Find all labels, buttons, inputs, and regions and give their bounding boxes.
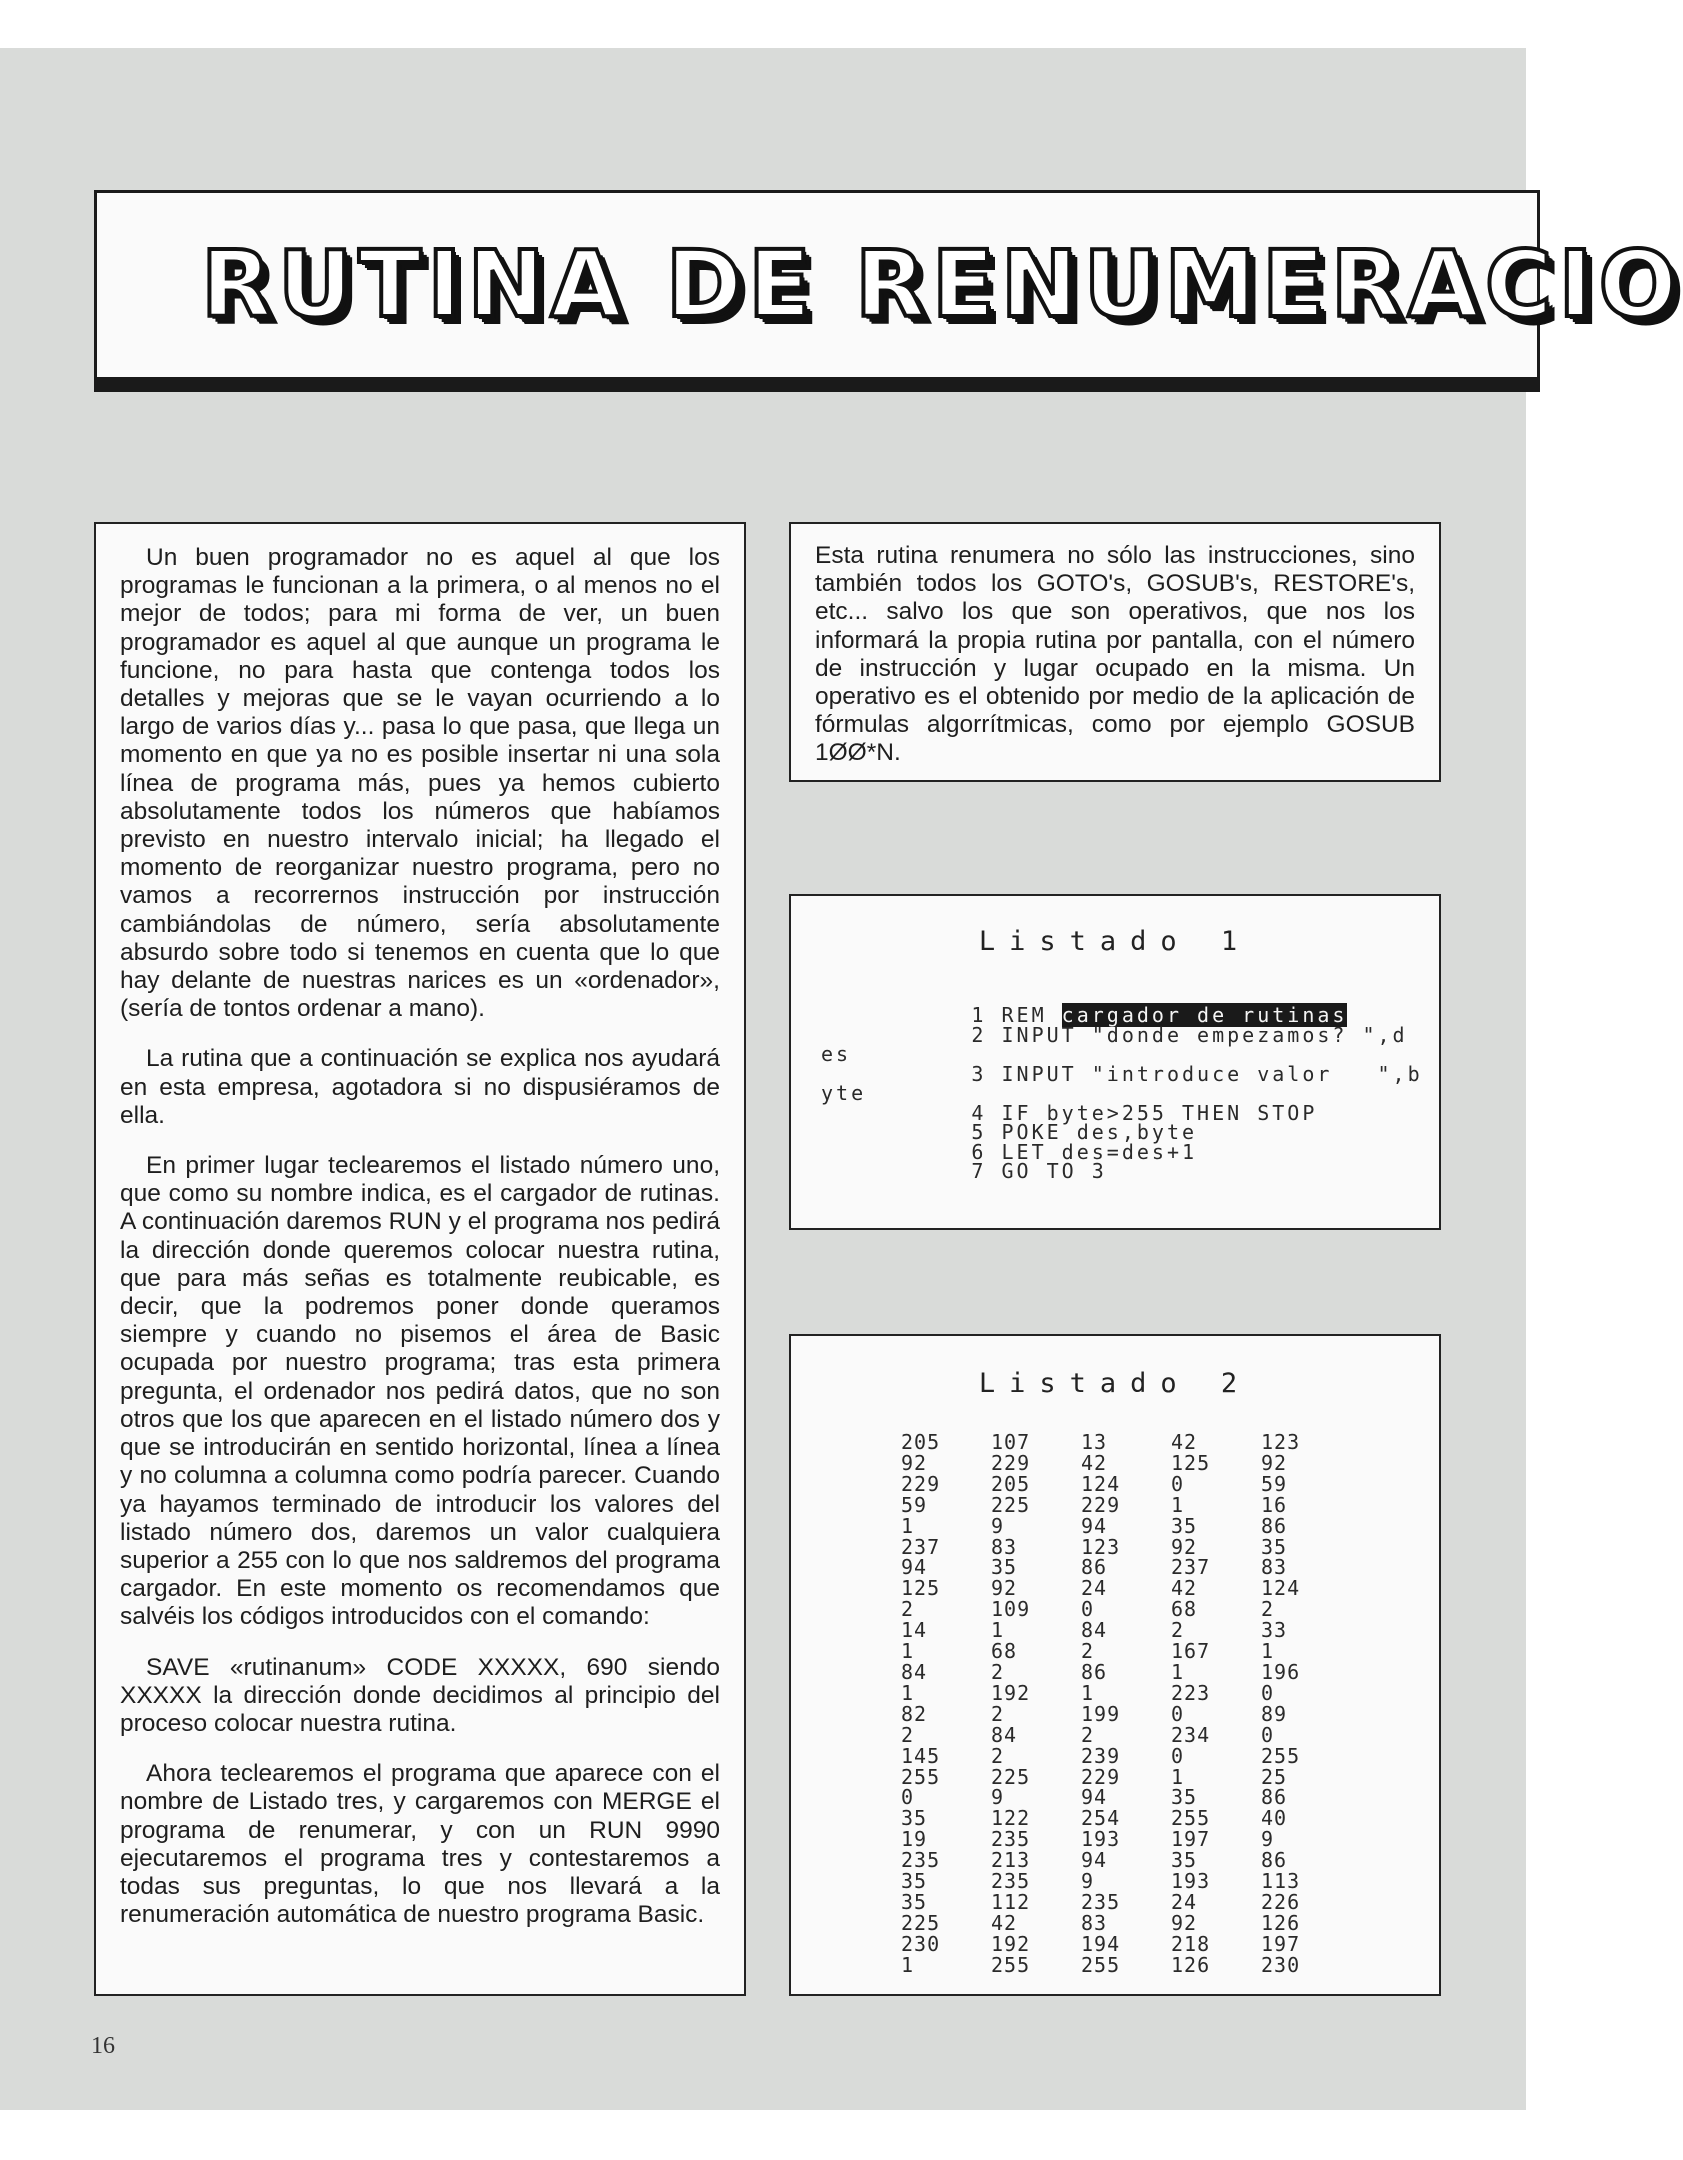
- data-value: 68: [991, 1639, 1018, 1664]
- data-value: 229: [901, 1471, 941, 1496]
- data-value: 9: [991, 1785, 1005, 1810]
- data-row: [901, 1641, 1351, 1662]
- data-value: 193: [1171, 1869, 1211, 1894]
- data-value: 125: [1171, 1450, 1211, 1475]
- data-value: 24: [1171, 1889, 1198, 1914]
- data-value: 237: [901, 1534, 941, 1559]
- data-value: 35: [1261, 1534, 1288, 1559]
- data-value: 125: [901, 1576, 941, 1601]
- data-value: 123: [1081, 1534, 1121, 1559]
- data-value: 0: [1261, 1680, 1275, 1705]
- data-row: [901, 1492, 1351, 1517]
- paragraph: Esta rutina renumera no sólo las instrucciones, sino también todos los GOTO's, GOSUB's, RESTORE's, etc... salvo los que son operativos, que nos los informará la propia rutina por pantalla, con el número de instrucción y lugar ocupado en la misma. Un operativo es el obtenido por medio de la aplicación de fórmulas algorrítmicas, como por ejemplo GOSUB 1ØØ*N.: [815, 542, 1415, 767]
- data-value: 68: [1171, 1597, 1198, 1622]
- data-value: 2: [991, 1659, 1005, 1684]
- paragraph: La rutina que a continuación se explica nos ayudará en esta empresa, agotadora si no dispusiéramos de ella.: [120, 1045, 720, 1129]
- data-value: 230: [901, 1931, 941, 1956]
- data-value: 35: [901, 1869, 928, 1894]
- code-line: 5 POKE des,byte: [821, 1120, 1198, 1144]
- data-value: 2: [1081, 1722, 1095, 1747]
- data-row: [901, 1850, 1351, 1871]
- data-value: 196: [1261, 1659, 1301, 1684]
- data-value: 35: [1171, 1513, 1198, 1538]
- code-line: 3 INPUT "introduce valor ",b: [821, 1061, 1423, 1086]
- data-value: 197: [1171, 1827, 1211, 1852]
- data-value: 239: [1081, 1743, 1121, 1768]
- data-value: 42: [1081, 1450, 1108, 1475]
- data-row: [901, 1889, 1351, 1914]
- data-value: 0: [1171, 1471, 1185, 1496]
- data-value: 112: [991, 1889, 1031, 1914]
- data-value: 1: [1171, 1764, 1185, 1789]
- data-value: 229: [1081, 1764, 1121, 1789]
- data-value: 1: [1261, 1639, 1275, 1664]
- data-value: 237: [1171, 1555, 1211, 1580]
- data-value: 167: [1171, 1639, 1211, 1664]
- data-value: 1: [901, 1513, 915, 1538]
- data-value: 1: [1171, 1492, 1185, 1517]
- listado-1-code: [821, 1003, 1423, 1183]
- data-value: 86: [1261, 1513, 1288, 1538]
- data-value: 226: [1261, 1889, 1301, 1914]
- data-row: [901, 1764, 1351, 1789]
- code-line: yte: [821, 1081, 867, 1105]
- data-row: [901, 1787, 1351, 1808]
- data-value: 2: [991, 1743, 1005, 1768]
- data-value: 86: [1261, 1785, 1288, 1810]
- data-row: [901, 1599, 1351, 1620]
- data-value: 126: [1261, 1910, 1301, 1935]
- data-value: 255: [901, 1764, 941, 1789]
- data-value: 35: [991, 1555, 1018, 1580]
- data-value: 84: [1081, 1618, 1108, 1643]
- data-row: [901, 1432, 1351, 1453]
- data-row: [901, 1659, 1351, 1684]
- data-value: 1: [901, 1952, 915, 1977]
- data-row: [901, 1578, 1351, 1599]
- data-row: [901, 1513, 1351, 1538]
- data-value: 0: [1171, 1743, 1185, 1768]
- data-value: 92: [901, 1450, 928, 1475]
- data-value: 254: [1081, 1806, 1121, 1831]
- data-value: 42: [1171, 1430, 1198, 1454]
- data-value: 229: [1081, 1492, 1121, 1517]
- code-line: 2 INPUT "donde empezamos? ",d: [821, 1022, 1408, 1047]
- data-value: 94: [1081, 1513, 1108, 1538]
- data-value: 9: [1081, 1869, 1095, 1894]
- data-value: 235: [991, 1827, 1031, 1852]
- data-value: 0: [1261, 1722, 1275, 1747]
- data-value: 218: [1171, 1931, 1211, 1956]
- data-row: [901, 1952, 1351, 1977]
- page-number: 16: [91, 2033, 115, 2059]
- data-value: 225: [991, 1492, 1031, 1517]
- data-value: 0: [901, 1785, 915, 1810]
- data-value: 92: [991, 1576, 1018, 1601]
- data-value: 35: [1171, 1848, 1198, 1873]
- data-value: 1: [901, 1639, 915, 1664]
- data-row: [901, 1931, 1351, 1956]
- data-value: 2: [1261, 1597, 1275, 1622]
- data-value: 229: [991, 1450, 1031, 1475]
- data-row: [901, 1871, 1351, 1892]
- data-value: 0: [1081, 1597, 1095, 1622]
- data-row: [901, 1829, 1351, 1850]
- article-intro-right: [789, 522, 1441, 782]
- page-title: RUTINA DE RENUMERACIO: [201, 231, 1683, 338]
- data-value: 234: [1171, 1722, 1211, 1747]
- paragraph: En primer lugar teclearemos el listado número uno, que como su nombre indica, es el cargador de rutinas. A continuación daremos RUN y el programa nos pedirá la dirección donde queremos colocar nuestra rutina, que para más señas es totalmente reubicable, es decir, que la podremos poner donde queramos siempre y cuando no pisemos el área de Basic ocupada por nuestro programa; tras esta primera pregunta, el ordenador nos pedirá datos, que no son otros que los que aparecen en el listado número dos y que se introducirán en sentido horizontal, línea a línea y no columna a columna como podría parecer. Cuando ya hayamos terminado de introducir los valores del listado número dos, daremos un valor cualquiera superior a 255 con lo que nos saldremos del programa cargador. En este momento os recomendamos que salvéis los códigos introducidos con el comando:: [120, 1152, 720, 1631]
- data-value: 35: [901, 1806, 928, 1831]
- data-value: 9: [1261, 1827, 1275, 1852]
- magazine-page: [0, 48, 1683, 2110]
- title-banner: [94, 190, 1683, 380]
- data-value: 223: [1171, 1680, 1211, 1705]
- code-line: 1 REM cargador de rutinas: [821, 1003, 1348, 1027]
- data-value: 124: [1261, 1576, 1301, 1601]
- data-value: 25: [1261, 1764, 1288, 1789]
- data-value: 83: [991, 1534, 1018, 1559]
- data-value: 194: [1081, 1931, 1121, 1956]
- data-value: 0: [1171, 1701, 1185, 1726]
- data-value: 1: [1171, 1659, 1185, 1684]
- data-value: 109: [991, 1597, 1031, 1622]
- data-value: 230: [1261, 1952, 1301, 1977]
- listado-2-data: [901, 1432, 1351, 1976]
- data-value: 1: [1081, 1680, 1095, 1705]
- code-line: 4 IF byte>255 THEN STOP: [821, 1100, 1318, 1125]
- data-value: 35: [901, 1889, 928, 1914]
- data-value: 92: [1171, 1534, 1198, 1559]
- data-value: 13: [1081, 1430, 1108, 1454]
- data-value: 197: [1261, 1931, 1301, 1956]
- data-value: 89: [1261, 1701, 1288, 1726]
- data-value: 94: [901, 1555, 928, 1580]
- data-value: 14: [901, 1618, 928, 1643]
- data-row: [901, 1808, 1351, 1829]
- data-value: 192: [991, 1931, 1031, 1956]
- data-value: 205: [901, 1430, 941, 1454]
- data-value: 113: [1261, 1869, 1301, 1894]
- data-value: 24: [1081, 1576, 1108, 1601]
- data-value: 124: [1081, 1471, 1121, 1496]
- data-value: 94: [1081, 1785, 1108, 1810]
- data-value: 2: [901, 1597, 915, 1622]
- data-value: 205: [991, 1471, 1031, 1496]
- data-value: 84: [991, 1722, 1018, 1747]
- data-value: 9: [991, 1513, 1005, 1538]
- data-row: [901, 1722, 1351, 1747]
- data-value: 19: [901, 1827, 928, 1852]
- code-line: 7 GO TO 3: [821, 1159, 1107, 1183]
- data-value: 82: [901, 1701, 928, 1726]
- data-row: [901, 1701, 1351, 1726]
- data-row: [901, 1471, 1351, 1496]
- data-value: 59: [901, 1492, 928, 1517]
- data-value: 235: [1081, 1889, 1121, 1914]
- data-value: 33: [1261, 1618, 1288, 1643]
- article-body-left: [94, 522, 746, 1996]
- data-value: 2: [991, 1701, 1005, 1726]
- data-value: 255: [1171, 1806, 1211, 1831]
- data-value: 84: [901, 1659, 928, 1684]
- data-row: [901, 1620, 1351, 1641]
- paragraph: SAVE «rutinanum» CODE XXXXX, 690 siendo XXXXX la dirección donde decidimos al principio del proceso colocar nuestra rutina.: [120, 1653, 720, 1737]
- data-value: 2: [1081, 1639, 1095, 1664]
- data-row: [901, 1680, 1351, 1705]
- data-value: 235: [991, 1869, 1031, 1894]
- data-value: 123: [1261, 1430, 1301, 1454]
- data-row: [901, 1743, 1351, 1768]
- data-value: 213: [991, 1848, 1031, 1873]
- data-value: 86: [1261, 1848, 1288, 1873]
- data-value: 40: [1261, 1806, 1288, 1831]
- data-value: 2: [901, 1722, 915, 1747]
- listado-2-box: [789, 1334, 1441, 1996]
- data-value: 255: [1081, 1952, 1121, 1977]
- data-value: 83: [1261, 1555, 1288, 1580]
- listado-1-box: [789, 894, 1441, 1230]
- data-value: 42: [991, 1910, 1018, 1935]
- data-value: 83: [1081, 1910, 1108, 1935]
- data-value: 145: [901, 1743, 941, 1768]
- data-value: 225: [901, 1910, 941, 1935]
- data-value: 1: [991, 1618, 1005, 1643]
- data-value: 255: [1261, 1743, 1301, 1768]
- data-row: [901, 1910, 1351, 1935]
- data-value: 92: [1171, 1910, 1198, 1935]
- data-value: 255: [991, 1952, 1031, 1977]
- data-value: 16: [1261, 1492, 1288, 1517]
- data-value: 192: [991, 1680, 1031, 1705]
- data-value: 193: [1081, 1827, 1121, 1852]
- data-value: 59: [1261, 1471, 1288, 1496]
- data-row: [901, 1534, 1351, 1559]
- data-value: 199: [1081, 1701, 1121, 1726]
- highlighted-rem-text: cargador de rutinas: [1061, 1003, 1348, 1027]
- data-value: 107: [991, 1430, 1031, 1454]
- data-value: 92: [1261, 1450, 1288, 1475]
- data-value: 126: [1171, 1952, 1211, 1977]
- data-value: 94: [1081, 1848, 1108, 1873]
- data-value: 122: [991, 1806, 1031, 1831]
- data-value: 235: [901, 1848, 941, 1873]
- code-line: es: [821, 1042, 852, 1066]
- data-value: 42: [1171, 1576, 1198, 1601]
- data-value: 86: [1081, 1659, 1108, 1684]
- listado-2-title: Listado 2: [978, 1368, 1252, 1399]
- data-value: 35: [1171, 1785, 1198, 1810]
- data-value: 86: [1081, 1555, 1108, 1580]
- listado-1-title: Listado 1: [978, 926, 1252, 957]
- data-value: 225: [991, 1764, 1031, 1789]
- code-line: 6 LET des=des+1: [821, 1139, 1198, 1164]
- paragraph: Ahora teclearemos el programa que aparece con el nombre de Listado tres, y cargaremos con MERGE el programa de renumerar, y con un RUN 9990 ejecutaremos el programa tres y contestaremos a todas sus preguntas, lo que nos llevará a la renumeración automática de nuestro programa Basic.: [120, 1760, 720, 1929]
- data-value: 2: [1171, 1618, 1185, 1643]
- paragraph: Un buen programador no es aquel al que los programas le funcionan a la primera, o al menos no el mejor de todos; para mi forma de ver, un buen programador es aquel al que aunque un programa le funcione, no para hasta que contenga todos los detalles y mejoras que se le vayan ocurriendo a lo largo de varios días y... pasa lo que pasa, que llega un momento en que ya no es posible insertar ni una sola línea de programa más, pues ya hemos cubierto absolutamente todos los números que habíamos previsto en nuestro intervalo inicial; ha llegado el momento de reorganizar nuestro programa, pero no vamos a recorrernos instrucción por instrucción cambiándolas de número, sería absolutamente absurdo sobre todo si tenemos en cuenta que lo que hay delante de nuestras narices es un «ordenador», (sería de tontos ordenar a mano).: [120, 544, 720, 1023]
- data-row: [901, 1557, 1351, 1578]
- data-row: [901, 1450, 1351, 1475]
- data-value: 1: [901, 1680, 915, 1705]
